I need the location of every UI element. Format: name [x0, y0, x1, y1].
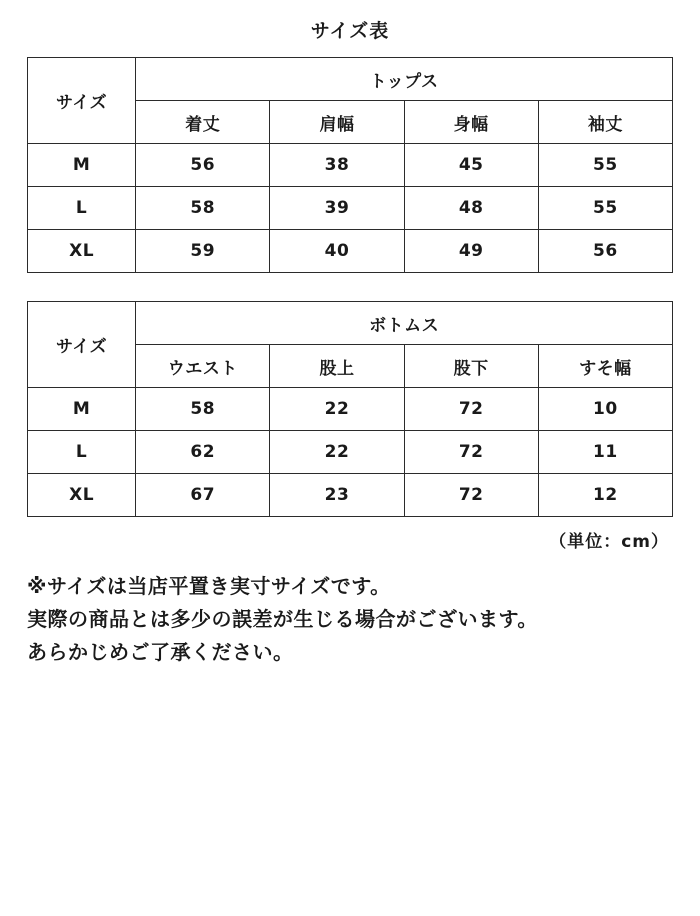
- tops-column-header-3: 身幅: [404, 101, 538, 144]
- tops-row-size: L: [28, 187, 136, 230]
- tops-cell: 55: [538, 187, 672, 230]
- bottoms-cell: 12: [538, 474, 672, 517]
- tops-row-size: XL: [28, 230, 136, 273]
- tops-cell: 49: [404, 230, 538, 273]
- bottoms-cell: 11: [538, 431, 672, 474]
- note-line-3: あらかじめご了承ください。: [27, 640, 294, 664]
- bottoms-column-header-3: 股下: [404, 345, 538, 388]
- table-row: [28, 230, 673, 273]
- tops-cell: 45: [404, 144, 538, 187]
- note-line-2: 実際の商品とは多少の誤差が生じる場合がございます。: [27, 607, 538, 631]
- bottoms-cell: 72: [404, 474, 538, 517]
- tops-cell: 59: [136, 230, 270, 273]
- bottoms-column-header-2: 股上: [270, 345, 404, 388]
- bottoms-cell: 58: [136, 388, 270, 431]
- bottoms-cell: 72: [404, 388, 538, 431]
- tops-size-header: サイズ: [28, 58, 136, 144]
- table-spacer: [18, 273, 682, 301]
- tops-cell: 56: [538, 230, 672, 273]
- tops-column-header-4: 袖丈: [538, 101, 672, 144]
- page-title: サイズ表: [310, 20, 390, 42]
- tops-group-header: トップス: [136, 58, 673, 101]
- tops-column-header-2: 肩幅: [270, 101, 404, 144]
- bottoms-row-size: XL: [28, 474, 136, 517]
- tops-cell: 56: [136, 144, 270, 187]
- tops-cell: 48: [404, 187, 538, 230]
- bottoms-column-header-1: ウエスト: [136, 345, 270, 388]
- bottoms-size-table: [27, 301, 673, 517]
- tops-row-size: M: [28, 144, 136, 187]
- tops-cell: 40: [270, 230, 404, 273]
- table-row: [28, 474, 673, 517]
- note-line-1: ※サイズは当店平置き実寸サイズです。: [27, 574, 391, 598]
- tops-cell: 38: [270, 144, 404, 187]
- table-row: [28, 431, 673, 474]
- bottoms-group-header: ボトムス: [136, 302, 673, 345]
- table-row: [28, 302, 673, 345]
- table-row: [28, 144, 673, 187]
- tops-column-header-1: 着丈: [136, 101, 270, 144]
- bottoms-row-size: M: [28, 388, 136, 431]
- notes-block: [27, 570, 673, 669]
- table-row: [28, 388, 673, 431]
- bottoms-cell: 67: [136, 474, 270, 517]
- tops-cell: 39: [270, 187, 404, 230]
- bottoms-cell: 72: [404, 431, 538, 474]
- size-chart-page: [0, 16, 700, 916]
- bottoms-cell: 22: [270, 388, 404, 431]
- bottoms-row-size: L: [28, 431, 136, 474]
- bottoms-size-header: サイズ: [28, 302, 136, 388]
- tops-cell: 58: [136, 187, 270, 230]
- table-row: [28, 187, 673, 230]
- bottoms-cell: 10: [538, 388, 672, 431]
- unit-note: （単位：cm）: [549, 532, 669, 552]
- bottoms-cell: 23: [270, 474, 404, 517]
- tops-size-table: [27, 57, 673, 273]
- bottoms-cell: 22: [270, 431, 404, 474]
- table-row: [28, 58, 673, 101]
- bottoms-cell: 62: [136, 431, 270, 474]
- tops-cell: 55: [538, 144, 672, 187]
- bottoms-column-header-4: すそ幅: [538, 345, 672, 388]
